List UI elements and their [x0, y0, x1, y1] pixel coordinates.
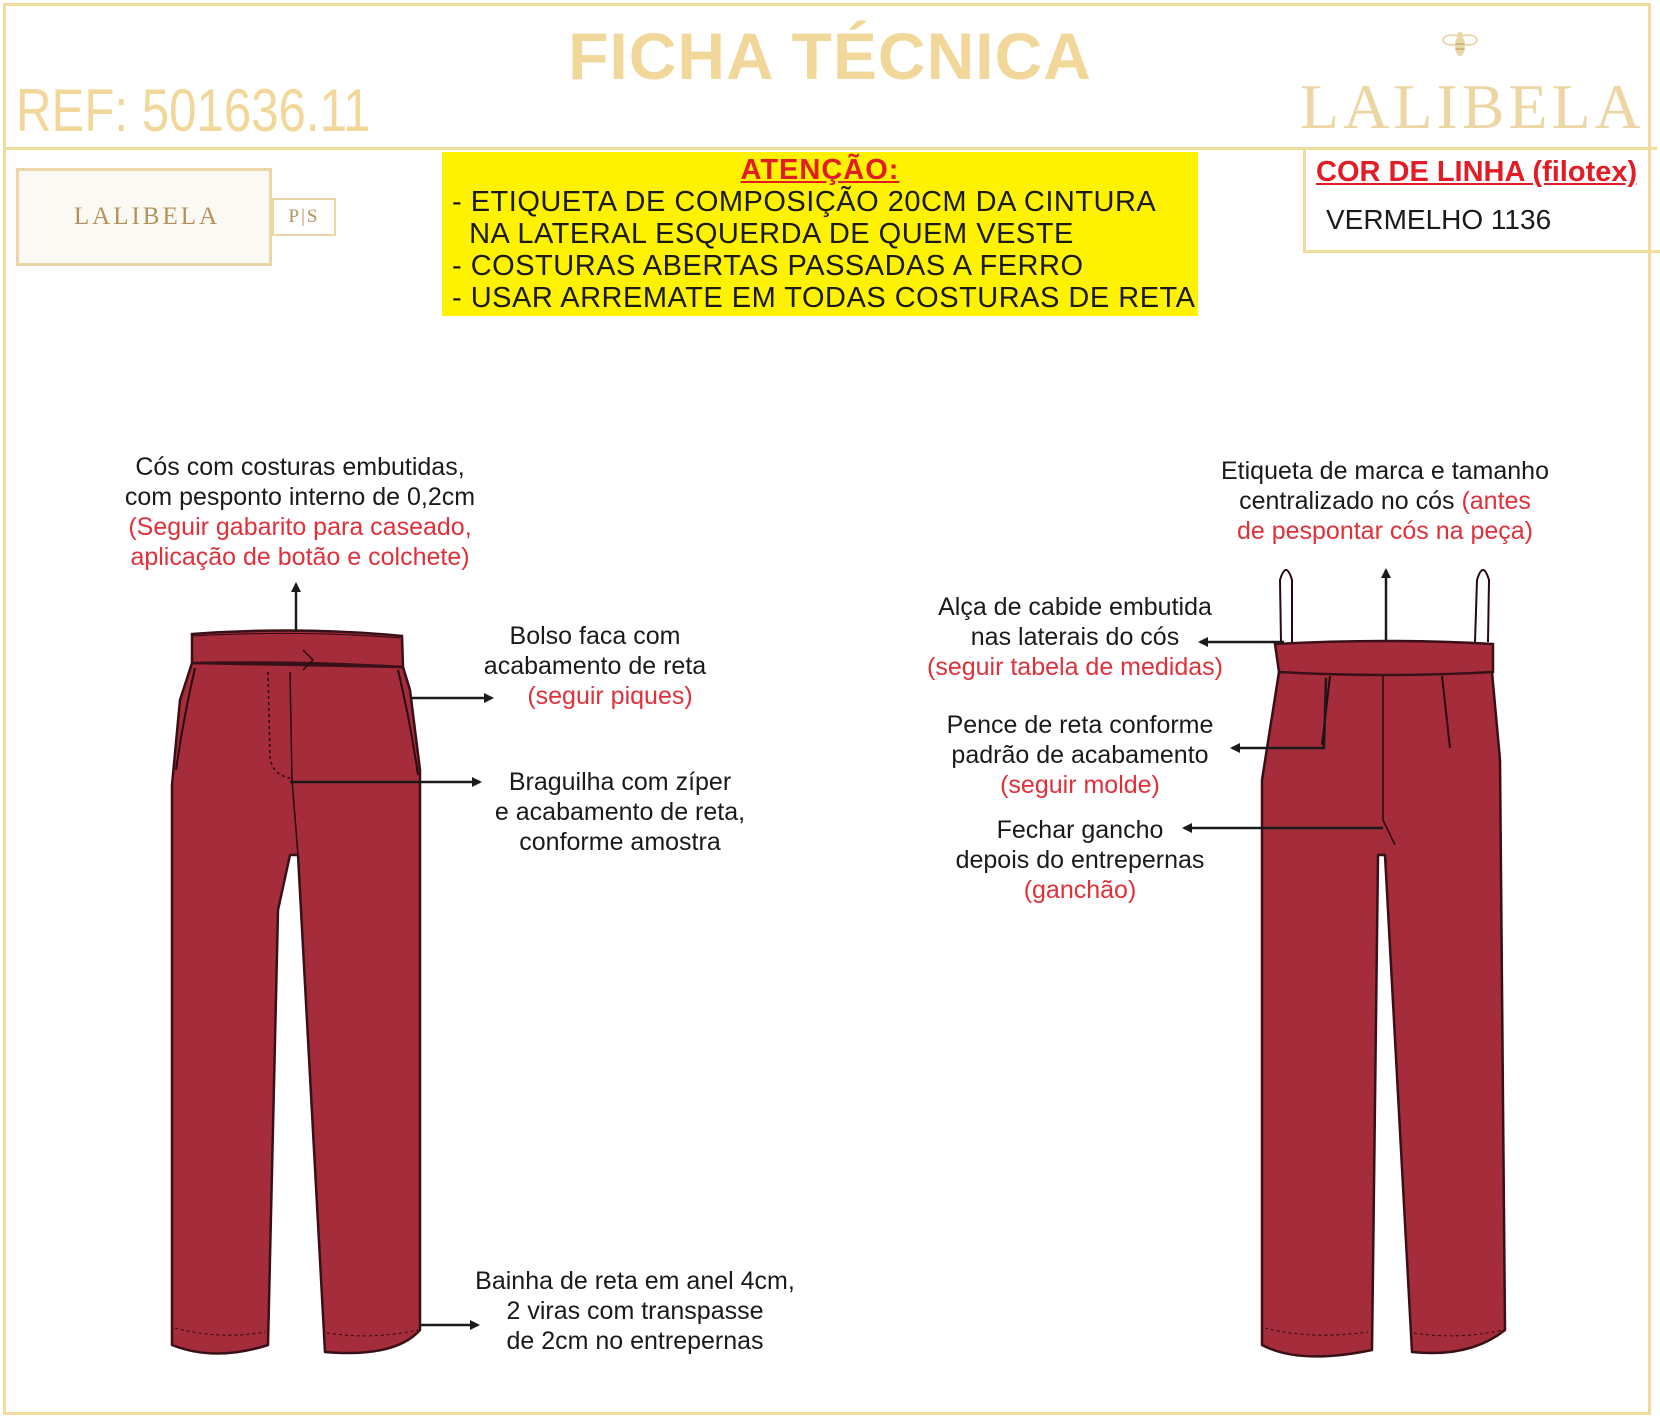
note-text: com pesponto interno de 0,2cm: [124, 483, 476, 511]
note-text: centralizado no cós: [1239, 487, 1462, 515]
attention-line: NA LATERAL ESQUERDA DE QUEM VESTE: [452, 218, 1074, 250]
note-waistband: [100, 452, 500, 572]
note-text: depois do entrepernas: [955, 846, 1205, 874]
note-text: de 2cm no entrepernas: [506, 1327, 764, 1355]
note-red-text: (antes: [1461, 487, 1531, 515]
note-text: Cós com costuras embutidas,: [135, 453, 465, 481]
attention-line: - USAR ARREMATE EM TODAS COSTURAS DE RETA: [452, 282, 1196, 314]
front-pants: [172, 630, 420, 1353]
note-red-text: (seguir molde): [1000, 771, 1160, 799]
note-crotch: [930, 815, 1230, 905]
size-tab-label: P|S: [272, 198, 336, 236]
note-red-text: de pespontar cós na peça): [1236, 517, 1534, 545]
thread-color-value: VERMELHO 1136: [1326, 204, 1552, 235]
note-text: Fechar gancho: [996, 816, 1164, 844]
note-text: Bainha de reta em anel 4cm,: [475, 1267, 795, 1295]
note-text: Braguilha com zíper: [508, 768, 732, 796]
note-text: acabamento de reta: [483, 652, 707, 680]
note-text: conforme amostra: [519, 828, 721, 856]
note-red-text: (seguir tabela de medidas): [927, 653, 1223, 681]
note-text: Pence de reta conforme: [946, 711, 1214, 739]
note-text: padrão de acabamento: [951, 741, 1209, 769]
note-red-text: (ganchão): [1023, 876, 1137, 904]
note-red-text: (seguir piques): [527, 682, 693, 710]
note-text: e acabamento de reta,: [494, 798, 746, 826]
note-text: Etiqueta de marca e tamanho: [1221, 457, 1549, 485]
note-brand-label: [1180, 456, 1590, 546]
note-hem: [450, 1266, 820, 1356]
note-fly: [470, 767, 770, 857]
brand-logo-text: LALIBELA: [1300, 71, 1645, 142]
hanger-loop-left: [1280, 570, 1292, 642]
attention-line: - COSTURAS ABERTAS PASSADAS A FERRO: [452, 250, 1084, 282]
back-waistband: [1275, 641, 1493, 675]
reference-code: REF: 501636.11: [16, 77, 371, 144]
note-text: nas laterais do cós: [970, 623, 1180, 651]
note-dart: [920, 710, 1240, 800]
note-red-text: aplicação de botão e colchete): [130, 543, 470, 571]
hanger-loop-right: [1475, 570, 1489, 642]
brand-label-text: LALIBELA: [73, 203, 221, 230]
thread-color-label: COR DE LINHA (filotex): [1316, 156, 1638, 188]
back-pants: [1262, 570, 1505, 1356]
note-red-text: (Seguir gabarito para caseado,: [128, 513, 472, 541]
page-title: FICHA TÉCNICA: [568, 19, 1092, 93]
note-text: Alça de cabide embutida: [938, 593, 1212, 621]
front-pants-body: [172, 663, 420, 1354]
note-text: Bolso faca com: [509, 622, 681, 650]
attention-line: - ETIQUETA DE COMPOSIÇÃO 20CM DA CINTURA: [452, 186, 1157, 218]
note-pocket: [460, 621, 730, 711]
note-text: 2 viras com transpasse: [506, 1297, 764, 1325]
attention-heading: ATENÇÃO:: [740, 154, 900, 186]
note-hanger-loop: [905, 592, 1245, 682]
